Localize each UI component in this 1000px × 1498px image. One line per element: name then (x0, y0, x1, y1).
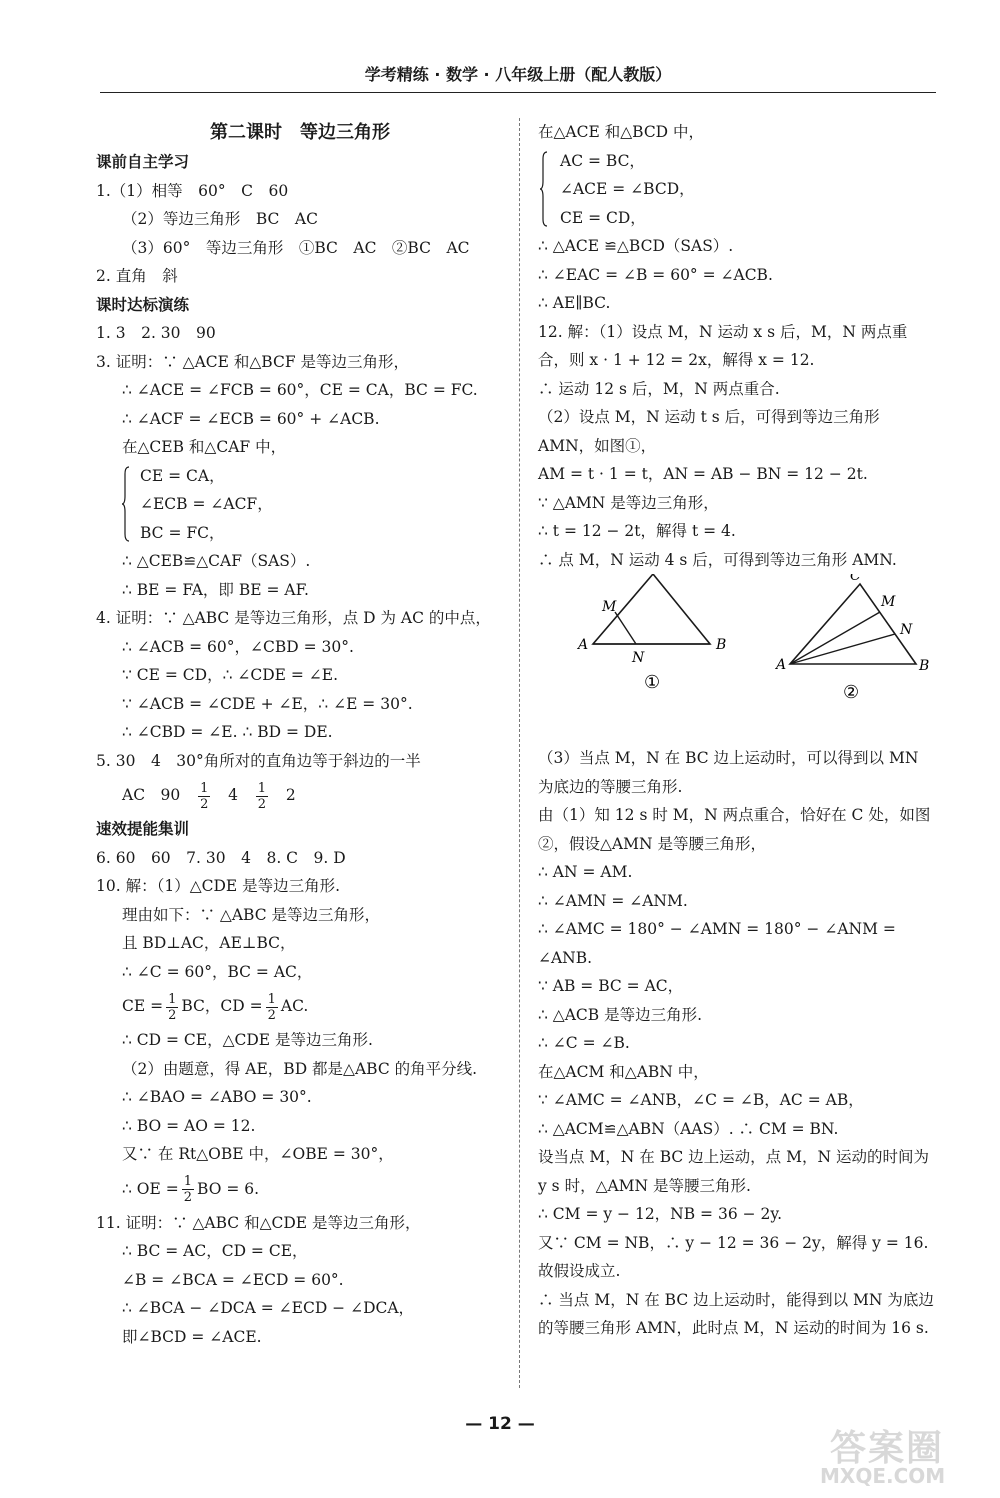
answer-line: 4. 证明：∵ △ABC 是等边三角形，点 D 为 AC 的中点， (96, 609, 491, 627)
fraction-text: CE = (122, 997, 164, 1015)
answer-line: 12. 解：（1）设点 M，N 运动 x s 后，M，N 两点重合，则 x · 1 + 12 = 2x，解得 x = 12. (538, 322, 908, 369)
answer-line: 1. 3 2. 30 90 (96, 324, 216, 342)
answer-line: （2）由题意，得 AE，BD 都是△ABC 的角平分线. (122, 1059, 478, 1078)
answer-line: ∴ △ACM≌△ABN（AAS）. ∴ CM = BN. (538, 1119, 839, 1138)
brace-line: CE = CA， (140, 466, 225, 485)
fraction (166, 992, 178, 1023)
answer-line: 6. 60 60 7. 30 4 8. C 9. D (96, 848, 346, 867)
label-b-2: B (919, 658, 930, 674)
section-heading-practice: 课时达标演练 (96, 295, 190, 314)
fraction-denominator: 2 (183, 1190, 193, 1205)
answer-line: ∴ ∠ACB = 60°，∠CBD = 30°. (122, 637, 354, 656)
label-b-1: B (716, 637, 727, 653)
answer-line: ∴ △ACE ≌△BCD（SAS）. (538, 237, 734, 255)
running-header: 学考精练 · 数学 · 八年级上册（配人教版） (364, 65, 672, 84)
answer-line: 由（1）知 12 s 时 M，N 两点重合，恰好在 C 处，如图②，假设△AMN 是等腰三角形， (538, 806, 931, 853)
fraction-denominator: 2 (267, 1007, 276, 1023)
fraction-text: BO = 6. (197, 1179, 260, 1198)
answer-line: ∴ ∠C = ∠B. (538, 1034, 630, 1052)
answer-line: ∴ ∠C = 60°，BC = AC， (122, 962, 313, 981)
answer-line: 5. 30 4 30°角所对的直角边等于斜边的一半 (96, 751, 421, 770)
fraction-numerator: 1 (267, 991, 276, 1007)
answer-line: ∠B = ∠BCA = ∠ECD = 60°. (122, 1270, 344, 1289)
answer-line: ∴ ∠EAC = ∠B = 60° = ∠ACB. (538, 265, 773, 284)
answer-line: ∵ ∠ACB = ∠CDE + ∠E，∴ ∠E = 30°. (122, 694, 413, 713)
label-a-2: A (776, 657, 787, 673)
label-m-2: M (881, 594, 896, 610)
answer-line: 即∠BCD = ∠ACE. (122, 1327, 262, 1346)
fraction (198, 781, 210, 812)
triangle-abc-2 (790, 584, 916, 664)
fraction-text: 4 (228, 786, 238, 804)
fraction-denominator: 2 (257, 796, 267, 812)
answer-line: 2. 直角 斜 (96, 267, 178, 285)
answer-line: ∴ 当点 M，N 在 BC 边上运动时，能得到以 MN 为底边的等腰三角形 AMN，此时点 M，N 运动的时间为 16 s. (538, 1290, 934, 1337)
brace-line: BC = FC， (140, 523, 225, 542)
header-rule (100, 92, 936, 93)
answer-line: ∵ ∠AMC = ∠ANB，∠C = ∠B，AC = AB， (538, 1091, 864, 1109)
answer-line: 故假设成立. (538, 1262, 621, 1280)
label-m-1: M (602, 599, 617, 615)
answer-line: 且 BD⊥AC，AE⊥BC， (122, 934, 296, 952)
answer-line: ∴ BO = AO = 12. (122, 1116, 256, 1135)
answer-line: ∴ BE = FA，即 BE = AF. (122, 580, 309, 599)
answer-line: ∴ BC = AC，CD = CE， (122, 1242, 308, 1260)
segment-an-2 (790, 634, 895, 664)
fraction-numerator: 1 (183, 1174, 193, 1189)
column-divider (519, 118, 520, 1388)
answer-line: ∴ AE∥BC. (538, 294, 611, 312)
answer-line: 在△CEB 和△CAF 中， (122, 438, 287, 456)
answer-line: ∴ ∠ACE = ∠FCB = 60°，CE = CA，BC = FC. (122, 381, 478, 399)
triangle-figures (538, 574, 938, 744)
answer-line: ∴ CM = y − 12，NB = 36 − 2y. (538, 1205, 783, 1223)
label-a-1: A (578, 637, 589, 653)
left-column (96, 118, 504, 1351)
answer-line: （2）设点 M，N 运动 t s 后，可得到等边三角形 AMN，如图①， (538, 408, 880, 455)
answer-line: ∴ CD = CE，△CDE 是等边三角形. (122, 1031, 373, 1049)
brace-system (538, 147, 938, 233)
answer-line: ∴ ∠AMN = ∠ANM. (538, 891, 688, 910)
answer-line-fractions (96, 775, 504, 815)
answer-line: ∴ ∠ACF = ∠ECB = 60° + ∠ACB. (122, 409, 380, 428)
answer-line-fractions (96, 986, 504, 1026)
answer-line: 又∵ 在 Rt△OBE 中，∠OBE = 30°， (122, 1145, 394, 1163)
answer-line: 1.（1）相等 60° C 60 (96, 181, 289, 200)
answer-line: ∵ △AMN 是等边三角形， (538, 493, 719, 512)
watermark-logo (820, 1420, 980, 1490)
fraction (256, 781, 268, 812)
fraction-denominator: 2 (168, 1007, 177, 1023)
right-column (538, 118, 938, 1343)
label-n-2: N (900, 622, 913, 638)
fraction-text: BC，CD = (181, 997, 263, 1015)
fraction-numerator: 1 (257, 780, 267, 796)
answer-line: ∴ AN = AM. (538, 863, 633, 881)
section-heading-training: 速效提能集训 (96, 820, 190, 838)
answer-line: （2）等边三角形 BC AC (122, 210, 318, 228)
figure-1 (576, 574, 726, 693)
fraction-text: ∴ OE = (122, 1179, 179, 1198)
fraction (266, 992, 278, 1023)
geometry-figures (538, 574, 938, 744)
figure-caption-2: ② (843, 682, 860, 703)
brace-line: AC = BC， (560, 151, 645, 170)
fraction-numerator: 1 (200, 780, 209, 796)
left-brace-icon (122, 466, 130, 542)
answer-line: 11. 证明：∵ △ABC 和△CDE 是等边三角形， (96, 1213, 421, 1232)
segment-mn-1 (615, 612, 636, 644)
brace-system (96, 462, 504, 548)
fraction-text: 2 (285, 786, 296, 804)
label-c-2: C (850, 574, 861, 584)
answer-line: AM = t · 1 = t，AN = AB − BN = 12 − 2t. (538, 465, 868, 483)
fraction-numerator: 1 (168, 991, 177, 1007)
answer-line: 3. 证明：∵ △ACE 和△BCF 是等边三角形， (96, 352, 409, 371)
watermark-url: MXQE.COM (820, 1464, 946, 1488)
answer-line: ∴ t = 12 − 2t，解得 t = 4. (538, 522, 736, 540)
answer-line: 10. 解：（1）△CDE 是等边三角形. (96, 877, 341, 895)
answer-line: （3）60° 等边三角形 ①BC AC ②BC AC (122, 238, 470, 257)
answer-line: （3）当点 M，N 在 BC 边上运动时，可以得到以 MN 为底边的等腰三角形. (538, 749, 919, 796)
answer-line: ∴ △ACB 是等边三角形. (538, 1005, 703, 1024)
answer-line: ∵ AB = BC = AC， (538, 977, 684, 995)
watermark-text: 答案圈 (830, 1428, 945, 1469)
brace-line: ∠ACE = ∠BCD， (560, 180, 695, 198)
fraction (182, 1174, 194, 1205)
answer-line: ∴ 运动 12 s 后，M，N 两点重合. (538, 379, 780, 398)
label-n-1: N (632, 650, 645, 666)
page-number: — 12 — (465, 1414, 535, 1434)
answer-line: 理由如下：∵ △ABC 是等边三角形， (122, 905, 381, 924)
segment-am-2 (790, 612, 880, 664)
answer-line: ∴ ∠AMC = 180° − ∠AMN = 180° − ∠ANM = ∠ANB. (538, 920, 896, 967)
answer-line: 设当点 M，N 在 BC 边上运动，点 M，N 运动的时间为 y s 时，△AMN 是等腰三角形. (538, 1148, 929, 1195)
answer-line: 又∵ CM = NB，∴ y − 12 = 36 − 2y，解得 y = 16. (538, 1233, 929, 1252)
answer-line: ∴ ∠BCA − ∠DCA = ∠ECD − ∠DCA， (122, 1299, 415, 1317)
answer-line: ∴ 点 M，N 运动 4 s 后，可得到等边三角形 AMN. (538, 550, 897, 569)
answer-line: 在△ACM 和△ABN 中， (538, 1062, 709, 1081)
fraction-denominator: 2 (200, 796, 209, 812)
lesson-title: 第二课时 等边三角形 (210, 122, 390, 143)
answer-line-fractions (96, 1169, 504, 1209)
answer-line: ∴ △CEB≌△CAF（SAS）. (122, 552, 311, 570)
fraction-text: AC. (280, 997, 309, 1015)
answer-line: ∴ ∠BAO = ∠ABO = 30°. (122, 1088, 312, 1106)
section-heading-preview: 课前自主学习 (96, 153, 190, 171)
answer-line: ∴ ∠CBD = ∠E. ∴ BD = DE. (122, 723, 333, 741)
figure-caption-1: ① (644, 672, 661, 693)
brace-line: CE = CD， (560, 208, 646, 227)
brace-line: ∠ECB = ∠ACF， (140, 495, 273, 513)
answer-line: 在△ACE 和△BCD 中， (538, 123, 705, 141)
fraction-text: AC 90 (122, 786, 181, 804)
figure-2 (774, 574, 929, 703)
left-brace-icon (540, 151, 548, 227)
answer-line: ∵ CE = CD，∴ ∠CDE = ∠E. (122, 666, 339, 684)
